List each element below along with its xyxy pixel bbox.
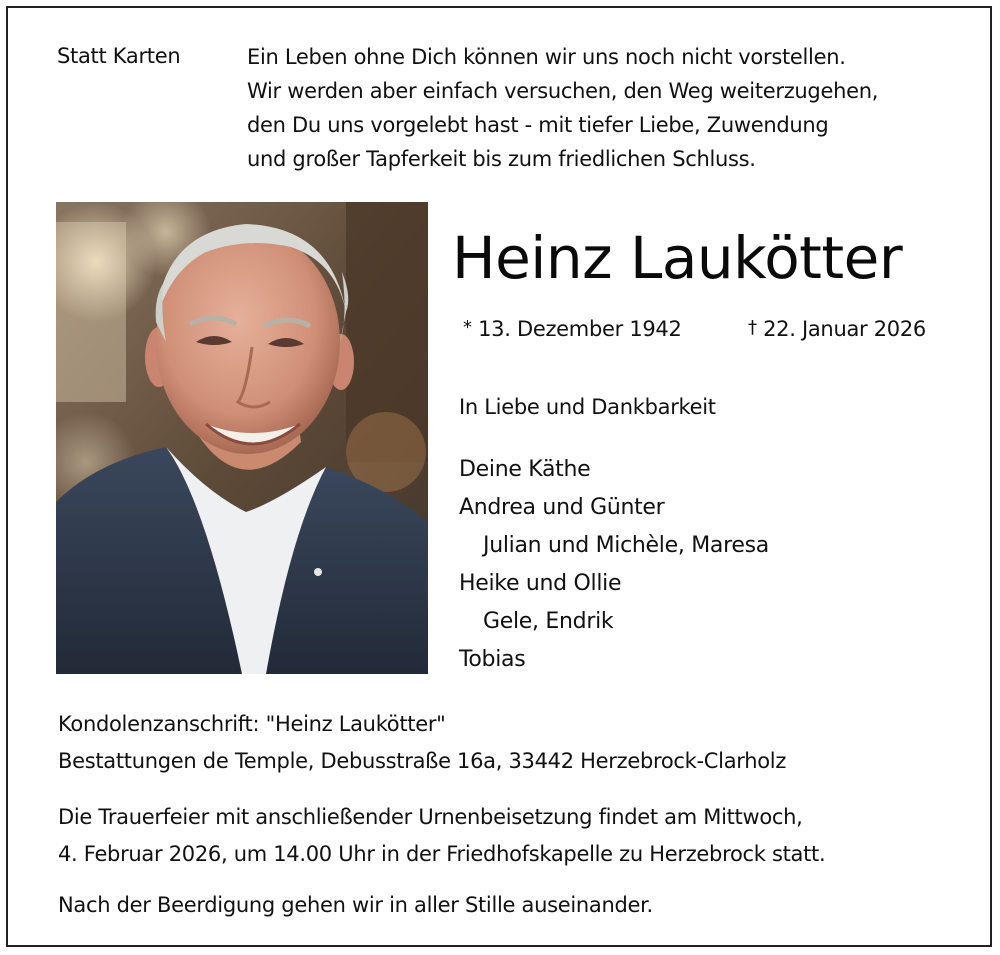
deceased-name: Heinz Laukötter [452, 224, 903, 292]
thanks-line: In Liebe und Dankbarkeit [459, 395, 716, 419]
motto-line: Ein Leben ohne Dich können wir uns noch nicht vorstellen. [247, 45, 846, 69]
ceremony-line: 4. Februar 2026, um 14.00 Uhr in der Friedhofskapelle zu Herzebrock statt. [58, 842, 826, 866]
family-list [459, 451, 769, 679]
motto-line: Wir werden aber einfach versuchen, den Weg weiterzugehen, [247, 79, 879, 103]
condolence-address [58, 706, 786, 780]
family-member: Julian und Michèle, Maresa [483, 533, 769, 558]
address-line: Bestattungen de Temple, Debusstraße 16a, 33442 Herzebrock-Clarholz [58, 749, 787, 773]
motto-line: und großer Tapferkeit bis zum friedlichen Schluss. [247, 147, 756, 171]
birth-star-icon: * [463, 317, 472, 338]
motto-verse [247, 40, 967, 176]
family-member: Tobias [459, 647, 526, 672]
portrait-illustration [56, 202, 428, 674]
ceremony-info [58, 799, 825, 873]
death-date-group [748, 312, 926, 348]
death-cross-icon: † [748, 317, 757, 338]
family-member: Gele, Endrik [483, 609, 614, 634]
family-member: Deine Käthe [459, 457, 591, 482]
closing-line: Nach der Beerdigung gehen wir in aller Stille auseinander. [58, 893, 653, 917]
family-member: Heike und Ollie [459, 571, 622, 596]
pre-label: Statt Karten [57, 44, 181, 68]
family-member: Andrea und Günter [459, 495, 665, 520]
motto-line: den Du uns vorgelebt hast - mit tiefer Liebe, Zuwendung [247, 113, 829, 137]
address-line: Kondolenzanschrift: "Heinz Laukötter" [58, 712, 446, 736]
death-date: 22. Januar 2026 [763, 317, 926, 341]
ceremony-line: Die Trauerfeier mit anschließender Urnenbeisetzung findet am Mittwoch, [58, 805, 803, 829]
birth-date-group [463, 312, 682, 348]
portrait-photo [56, 202, 428, 674]
birth-date: 13. Dezember 1942 [478, 317, 682, 341]
